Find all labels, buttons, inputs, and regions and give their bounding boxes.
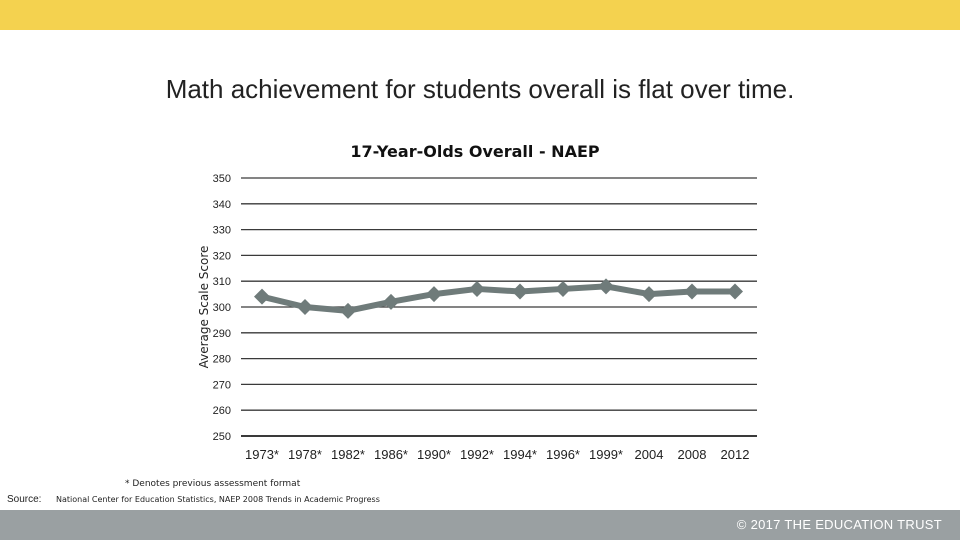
source-label: Source: [7, 494, 42, 505]
data-point-marker [641, 286, 657, 302]
data-point-marker [340, 303, 356, 319]
data-point-marker [297, 299, 313, 315]
y-axis-label: Average Scale Score [197, 245, 211, 369]
data-point-marker [426, 286, 442, 302]
data-point-marker [254, 289, 270, 305]
x-tick-label: 1982* [331, 447, 365, 462]
data-point-marker [684, 284, 700, 300]
x-tick-label: 1996* [546, 447, 580, 462]
x-tick-label: 1999* [589, 447, 623, 462]
x-tick-label: 1992* [460, 447, 494, 462]
x-tick-label: 1986* [374, 447, 408, 462]
x-tick-label: 1973* [245, 447, 279, 462]
page-headline: Math achievement for students overall is flat over time. [165, 74, 795, 104]
y-tick-label: 260 [212, 405, 231, 418]
y-tick-label: 250 [212, 431, 231, 443]
x-tick-label: 1990* [417, 447, 451, 462]
x-tick-label: 2004 [634, 447, 664, 462]
x-tick-label: 1994* [503, 447, 537, 462]
y-tick-label: 350 [212, 173, 231, 185]
x-tick-label: 2012 [720, 447, 750, 462]
y-tick-label: 300 [212, 302, 231, 314]
chart-title: 17-Year-Olds Overall - NAEP [350, 142, 600, 161]
y-tick-label: 280 [212, 353, 231, 366]
y-tick-label: 270 [212, 379, 231, 392]
footer-bar [0, 510, 960, 540]
y-tick-label: 310 [212, 276, 231, 289]
y-tick-label: 320 [212, 250, 231, 263]
data-point-marker [727, 284, 743, 300]
data-point-marker [512, 284, 528, 300]
y-tick-label: 340 [212, 198, 231, 211]
source-citation: National Center for Education Statistics, NAEP 2008 Trends in Academic Progress [56, 495, 380, 504]
footnote: * Denotes previous assessment format [125, 479, 301, 489]
y-tick-label: 290 [212, 327, 231, 340]
copyright-text: © 2017 THE EDUCATION TRUST [736, 517, 942, 532]
data-point-marker [555, 281, 571, 297]
x-tick-label: 2008 [677, 447, 707, 462]
x-tick-label: 1978* [288, 447, 322, 462]
y-tick-label: 330 [212, 224, 231, 237]
data-point-marker [469, 281, 485, 297]
